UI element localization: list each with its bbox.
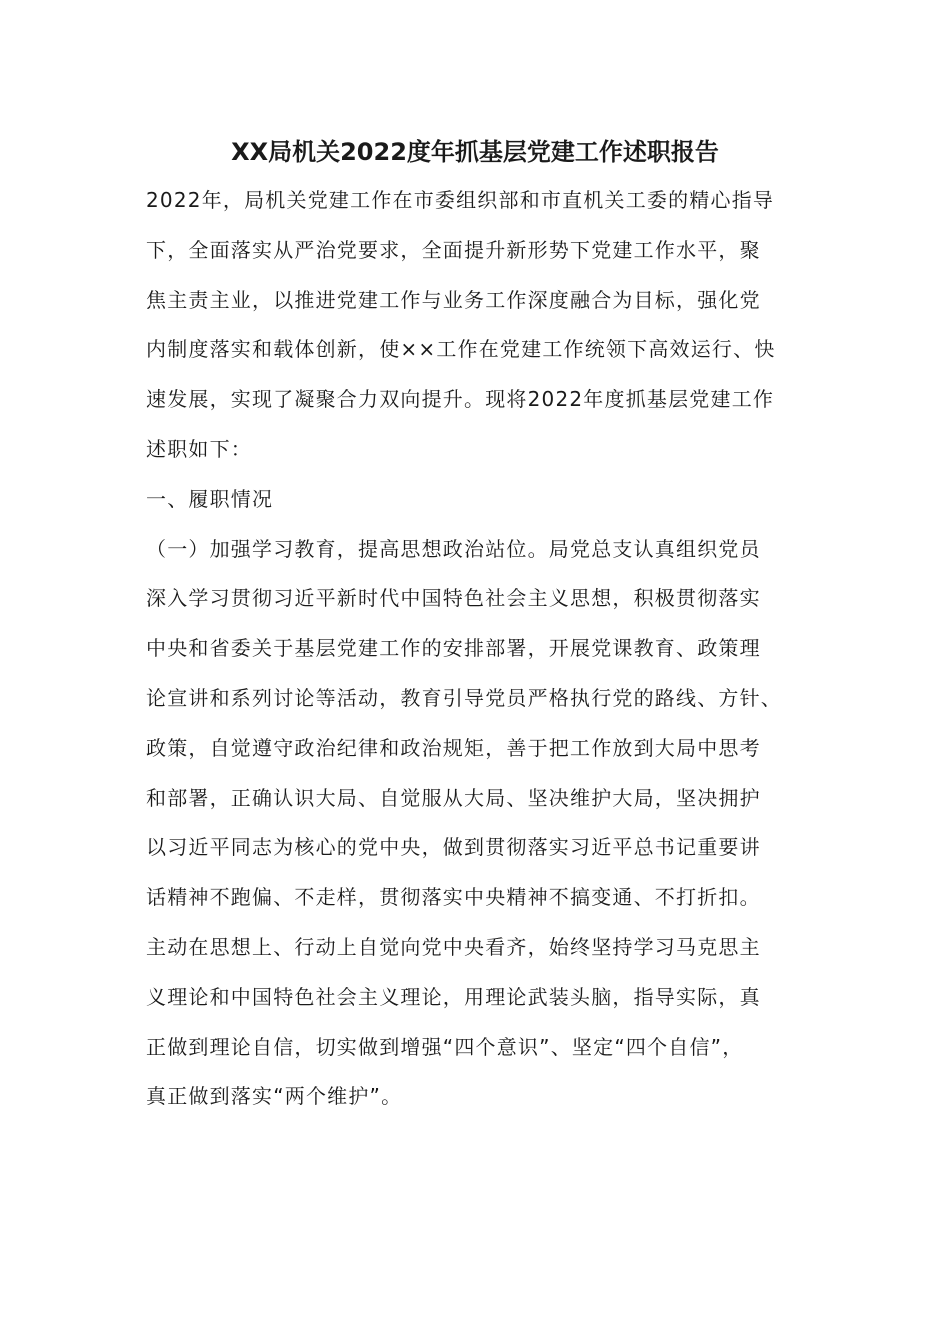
body-line: 内制度落实和载体创新，使××工作在党建工作统领下高效运行、快 <box>146 337 776 362</box>
body-line: 论宣讲和系列讨论等活动，教育引导党员严格执行党的路线、方针、 <box>146 685 782 710</box>
document-body <box>146 180 836 1126</box>
body-line: 深入学习贯彻习近平新时代中国特色社会主义思想，积极贯彻落实 <box>146 586 761 611</box>
body-line: （一）加强学习教育，提高思想政治站位。局党总支认真组织党员 <box>146 536 761 561</box>
body-line: 和部署，正确认识大局、自觉服从大局、坚决维护大局，坚决拥护 <box>146 785 761 810</box>
body-line: 2022年，局机关党建工作在市委组织部和市直机关工委的精心指导 <box>146 188 775 212</box>
body-line: 速发展，实现了凝聚合力双向提升。现将2022年度抓基层党建工作 <box>146 387 775 412</box>
section-heading: 一、履职情况 <box>146 486 274 511</box>
body-line: 正做到理论自信，切实做到增强“四个意识”、坚定“四个自信”， <box>146 1034 744 1059</box>
body-line: 述职如下： <box>146 436 252 461</box>
body-line: 焦主责主业，以推进党建工作与业务工作深度融合为目标，强化党 <box>146 287 761 312</box>
document-title: XX局机关2022度年抓基层党建工作述职报告 <box>231 138 719 166</box>
body-line: 中央和省委关于基层党建工作的安排部署，开展党课教育、政策理 <box>146 636 761 661</box>
body-line: 真正做到落实“两个维护”。 <box>146 1084 403 1109</box>
body-line: 话精神不跑偏、不走样，贯彻落实中央精神不搞变通、不打折扣。 <box>146 885 761 910</box>
body-line: 以习近平同志为核心的党中央，做到贯彻落实习近平总书记重要讲 <box>146 835 761 860</box>
body-line: 下，全面落实从严治党要求，全面提升新形势下党建工作水平，聚 <box>146 237 761 262</box>
body-line: 主动在思想上、行动上自觉向党中央看齐，始终坚持学习马克思主 <box>146 934 761 959</box>
body-line: 义理论和中国特色社会主义理论，用理论武装头脑，指导实际，真 <box>146 984 761 1009</box>
body-line: 政策，自觉遵守政治纪律和政治规矩，善于把工作放到大局中思考 <box>146 735 761 760</box>
